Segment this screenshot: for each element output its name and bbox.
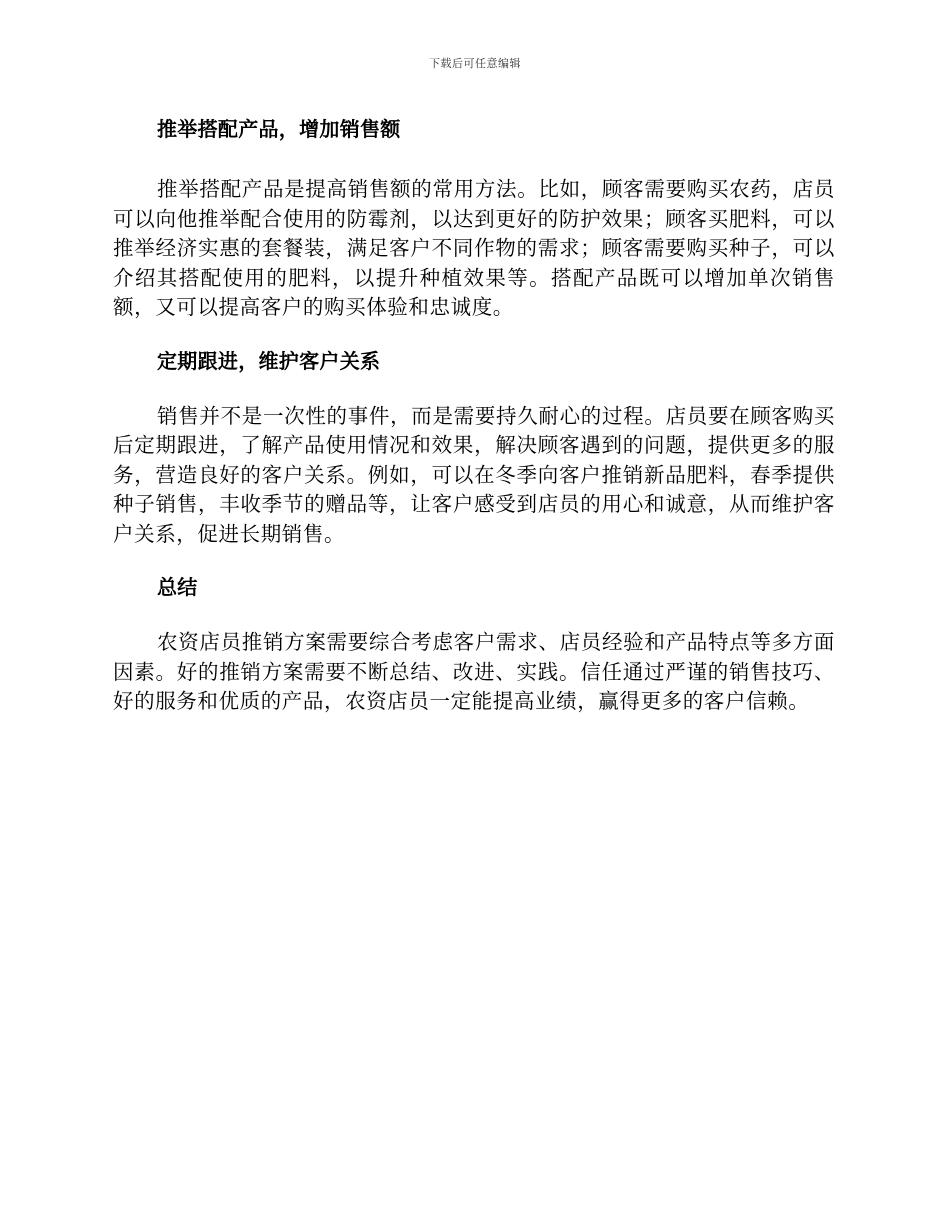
section-paragraph: 销售并不是一次性的事件，而是需要持久耐心的过程。店员要在顾客购买后定期跟进，了解产品使用情况和效果，解决顾客遇到的问题，提供更多的服务，营造良好的客户关系。例如，可以在冬季向客户推销新品肥料，春季提供种子销售，丰收季节的赠品等，让客户感受到店员的用心和诚意，从而维护客户关系，促进长期销售。 [113,403,835,546]
document-body [113,112,835,717]
section-paragraph: 推举搭配产品是提高销售额的常用方法。比如，顾客需要购买农药，店员可以向他推举配合使用的防霉剂，以达到更好的防护效果；顾客买肥料，可以推举经济实惠的套餐装，满足客户不同作物的需求；顾客需要购买种子，可以介绍其搭配使用的肥料，以提升种植效果等。搭配产品既可以增加单次销售额，又可以提高客户的购买体验和忠诚度。 [113,177,835,319]
section-paragraph: 农资店员推销方案需要综合考虑客户需求、店员经验和产品特点等多方面因素。好的推销方案需要不断总结、改进、实践。信任通过严谨的销售技巧、好的服务和优质的产品，农资店员一定能提高业绩，赢得更多的客户信赖。 [113,630,835,713]
section-heading: 定期跟进，维护客户关系 [157,348,381,373]
section-heading: 推举搭配产品，增加销售额 [157,117,401,141]
section-heading: 总结 [157,575,198,599]
page-header: 下载后可任意编辑 [429,57,521,70]
